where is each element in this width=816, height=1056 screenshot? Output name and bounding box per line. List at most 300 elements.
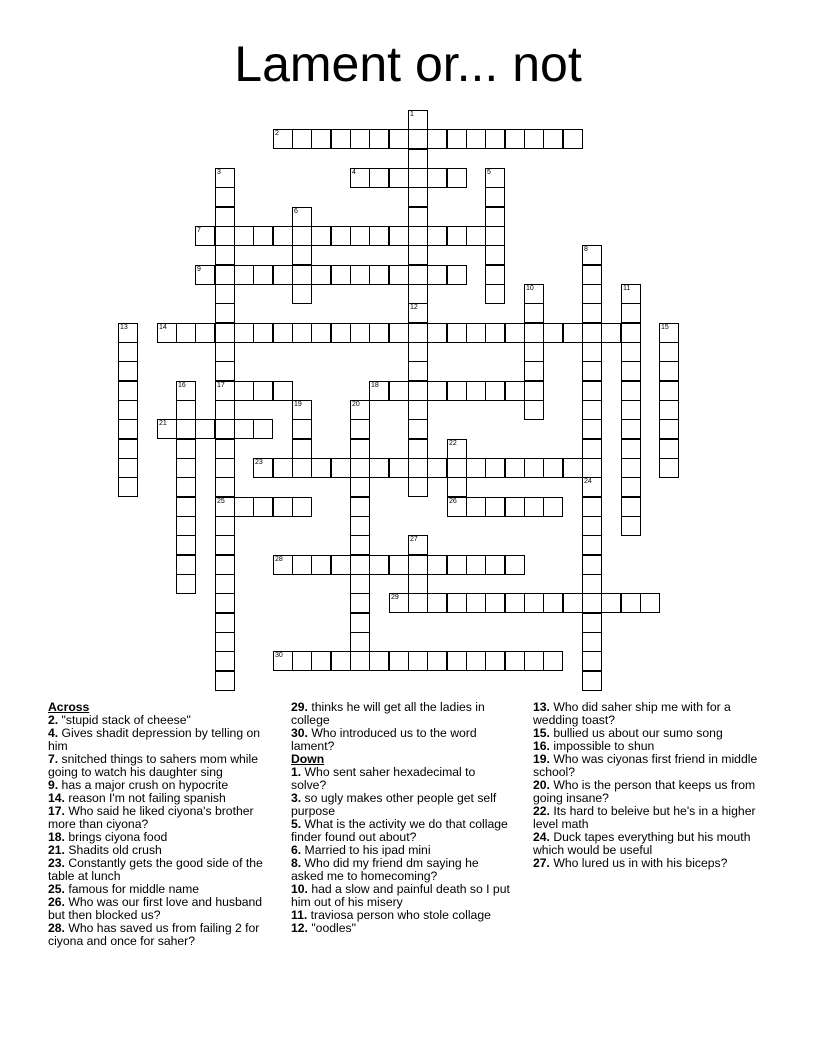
grid-cell[interactable] [582,458,602,478]
grid-cell[interactable] [582,323,602,343]
grid-cell[interactable] [176,323,196,343]
grid-cell[interactable] [350,593,370,613]
grid-cell[interactable] [215,593,235,613]
grid-cell[interactable] [408,477,428,497]
grid-cell[interactable] [311,226,331,246]
grid-cell[interactable] [253,323,273,343]
grid-cell[interactable] [215,342,235,362]
grid-cell[interactable] [215,323,235,343]
grid-cell[interactable] [447,226,467,246]
grid-cell[interactable] [543,323,563,343]
grid-cell[interactable] [485,651,505,671]
grid-cell[interactable] [234,419,254,439]
grid-cell[interactable] [253,497,273,517]
grid-cell[interactable] [447,651,467,671]
grid-cell[interactable] [582,516,602,536]
grid-cell[interactable] [447,323,467,343]
grid-cell[interactable] [466,323,486,343]
grid-cell[interactable] [543,497,563,517]
grid-cell[interactable] [176,419,196,439]
grid-cell[interactable] [659,361,679,381]
grid-cell[interactable] [524,497,544,517]
grid-cell[interactable] [582,419,602,439]
grid-cell[interactable] [215,381,235,401]
grid-cell[interactable] [408,129,428,149]
grid-cell[interactable] [292,284,312,304]
grid-cell[interactable] [505,458,525,478]
grid-cell[interactable] [582,574,602,594]
grid-cell[interactable] [215,613,235,633]
grid-cell[interactable] [582,651,602,671]
grid-cell[interactable] [621,439,641,459]
grid-cell[interactable] [563,323,583,343]
grid-cell[interactable] [582,381,602,401]
grid-cell[interactable] [369,265,389,285]
grid-cell[interactable] [311,651,331,671]
grid-cell[interactable] [311,323,331,343]
grid-cell[interactable] [215,187,235,207]
grid-cell[interactable] [621,516,641,536]
grid-cell[interactable] [485,381,505,401]
grid-cell[interactable] [582,265,602,285]
grid-cell[interactable] [447,458,467,478]
grid-cell[interactable] [466,226,486,246]
grid-cell[interactable] [621,381,641,401]
grid-cell[interactable] [369,651,389,671]
grid-cell[interactable] [485,284,505,304]
grid-cell[interactable] [466,381,486,401]
grid-cell[interactable] [157,323,177,343]
grid-cell[interactable] [447,477,467,497]
grid-cell[interactable] [659,342,679,362]
grid-cell[interactable] [524,284,544,304]
grid-cell[interactable] [427,555,447,575]
grid-cell[interactable] [505,497,525,517]
grid-cell[interactable] [408,149,428,169]
grid-cell[interactable] [408,458,428,478]
grid-cell[interactable] [659,458,679,478]
grid-cell[interactable] [389,555,409,575]
grid-cell[interactable] [234,226,254,246]
grid-cell[interactable] [659,400,679,420]
grid-cell[interactable] [408,303,428,323]
grid-cell[interactable] [369,381,389,401]
grid-cell[interactable] [505,381,525,401]
grid-cell[interactable] [253,265,273,285]
grid-cell[interactable] [485,226,505,246]
grid-cell[interactable] [215,574,235,594]
grid-cell[interactable] [621,477,641,497]
grid-cell[interactable] [292,458,312,478]
grid-cell[interactable] [485,458,505,478]
grid-cell[interactable] [524,458,544,478]
grid-cell[interactable] [389,323,409,343]
grid-cell[interactable] [621,593,641,613]
grid-cell[interactable] [292,651,312,671]
grid-cell[interactable] [350,516,370,536]
grid-cell[interactable] [466,593,486,613]
grid-cell[interactable] [543,593,563,613]
grid-cell[interactable] [350,477,370,497]
grid-cell[interactable] [215,226,235,246]
grid-cell[interactable] [369,458,389,478]
grid-cell[interactable] [659,323,679,343]
grid-cell[interactable] [369,226,389,246]
grid-cell[interactable] [485,593,505,613]
grid-cell[interactable] [234,381,254,401]
grid-cell[interactable] [215,671,235,691]
grid-cell[interactable] [292,439,312,459]
grid-cell[interactable] [621,284,641,304]
grid-cell[interactable] [582,303,602,323]
grid-cell[interactable] [621,342,641,362]
grid-cell[interactable] [659,419,679,439]
cell-number: 6 [294,208,298,215]
grid-cell[interactable] [350,265,370,285]
grid-cell[interactable] [331,651,351,671]
grid-cell[interactable] [466,651,486,671]
grid-cell[interactable] [292,207,312,227]
grid-cell[interactable] [408,226,428,246]
grid-cell[interactable] [118,342,138,362]
cell-number: 23 [255,459,263,466]
grid-cell[interactable] [292,129,312,149]
grid-cell[interactable] [408,439,428,459]
grid-cell[interactable] [118,361,138,381]
grid-cell[interactable] [621,497,641,517]
grid-cell[interactable] [350,226,370,246]
grid-cell[interactable] [176,555,196,575]
grid-cell[interactable] [582,284,602,304]
grid-cell[interactable] [350,574,370,594]
across-clue [291,727,511,753]
grid-cell[interactable] [582,245,602,265]
grid-cell[interactable] [118,439,138,459]
grid-cell[interactable] [331,129,351,149]
grid-cell[interactable] [659,381,679,401]
grid-cell[interactable] [215,516,235,536]
grid-cell[interactable] [273,129,293,149]
grid-cell[interactable] [273,226,293,246]
grid-cell[interactable] [215,632,235,652]
grid-cell[interactable] [582,613,602,633]
grid-cell[interactable] [292,245,312,265]
grid-cell[interactable] [582,671,602,691]
grid-cell[interactable] [582,535,602,555]
grid-cell[interactable] [621,323,641,343]
grid-cell[interactable] [176,400,196,420]
grid-cell[interactable] [215,651,235,671]
grid-cell[interactable] [215,458,235,478]
grid-cell[interactable] [331,265,351,285]
grid-cell[interactable] [389,265,409,285]
grid-cell[interactable] [505,651,525,671]
grid-cell[interactable] [331,458,351,478]
grid-cell[interactable] [273,651,293,671]
grid-cell[interactable] [408,651,428,671]
grid-cell[interactable] [331,555,351,575]
grid-cell[interactable] [524,651,544,671]
grid-cell[interactable] [215,284,235,304]
grid-cell[interactable] [408,168,428,188]
cell-number: 26 [449,498,457,505]
grid-cell[interactable] [447,265,467,285]
grid-cell[interactable] [408,555,428,575]
grid-cell[interactable] [485,168,505,188]
grid-cell[interactable] [389,651,409,671]
grid-cell[interactable] [389,226,409,246]
grid-cell[interactable] [215,497,235,517]
grid-cell[interactable] [582,593,602,613]
grid-cell[interactable] [176,477,196,497]
grid-cell[interactable] [485,497,505,517]
grid-cell[interactable] [350,651,370,671]
grid-cell[interactable] [505,593,525,613]
grid-cell[interactable] [234,323,254,343]
grid-cell[interactable] [389,593,409,613]
grid-cell[interactable] [311,265,331,285]
clue-number: 26. [48,895,65,909]
grid-cell[interactable] [543,458,563,478]
grid-cell[interactable] [505,129,525,149]
grid-cell[interactable] [408,593,428,613]
grid-cell[interactable] [215,555,235,575]
grid-cell[interactable] [408,245,428,265]
grid-cell[interactable] [408,207,428,227]
grid-cell[interactable] [582,632,602,652]
grid-cell[interactable] [485,555,505,575]
grid-cell[interactable] [292,497,312,517]
grid-cell[interactable] [118,381,138,401]
grid-cell[interactable] [350,439,370,459]
grid-cell[interactable] [350,419,370,439]
grid-cell[interactable] [447,555,467,575]
grid-cell[interactable] [524,361,544,381]
grid-cell[interactable] [621,361,641,381]
grid-cell[interactable] [505,323,525,343]
grid-cell[interactable] [215,419,235,439]
grid-cell[interactable] [582,497,602,517]
grid-cell[interactable] [524,593,544,613]
grid-cell[interactable] [466,129,486,149]
grid-cell[interactable] [485,207,505,227]
grid-cell[interactable] [485,245,505,265]
clue-text: Who sent saher hexadecimal to solve? [291,765,476,792]
grid-cell[interactable] [118,400,138,420]
grid-cell[interactable] [427,593,447,613]
grid-cell[interactable] [389,168,409,188]
grid-cell[interactable] [427,323,447,343]
grid-cell[interactable] [195,226,215,246]
grid-cell[interactable] [447,381,467,401]
grid-cell[interactable] [331,226,351,246]
grid-cell[interactable] [427,129,447,149]
grid-cell[interactable] [427,458,447,478]
grid-cell[interactable] [215,207,235,227]
grid-cell[interactable] [292,400,312,420]
grid-cell[interactable] [350,323,370,343]
grid-cell[interactable] [350,168,370,188]
grid-cell[interactable] [215,535,235,555]
grid-cell[interactable] [582,342,602,362]
grid-cell[interactable] [505,555,525,575]
grid-cell[interactable] [118,323,138,343]
grid-cell[interactable] [350,613,370,633]
grid-cell[interactable] [543,129,563,149]
grid-cell[interactable] [466,555,486,575]
grid-cell[interactable] [408,284,428,304]
grid-cell[interactable] [601,593,621,613]
grid-cell[interactable] [582,555,602,575]
grid-cell[interactable] [582,439,602,459]
grid-cell[interactable] [524,323,544,343]
grid-cell[interactable] [408,187,428,207]
grid-cell[interactable] [176,458,196,478]
grid-cell[interactable] [389,381,409,401]
grid-cell[interactable] [447,439,467,459]
grid-cell[interactable] [118,477,138,497]
grid-cell[interactable] [273,381,293,401]
grid-cell[interactable] [292,419,312,439]
grid-cell[interactable] [447,129,467,149]
grid-cell[interactable] [176,497,196,517]
grid-cell[interactable] [350,632,370,652]
grid-cell[interactable] [369,555,389,575]
grid-cell[interactable] [234,265,254,285]
grid-cell[interactable] [273,497,293,517]
grid-cell[interactable] [215,303,235,323]
clue-text: Constantly gets the good side of the table at lunch [48,856,263,883]
grid-cell[interactable] [659,439,679,459]
grid-cell[interactable] [350,400,370,420]
grid-cell[interactable] [524,342,544,362]
grid-cell[interactable] [118,419,138,439]
grid-cell[interactable] [253,381,273,401]
grid-cell[interactable] [350,497,370,517]
grid-cell[interactable] [563,458,583,478]
grid-cell[interactable] [408,400,428,420]
grid-cell[interactable] [292,265,312,285]
grid-cell[interactable] [215,400,235,420]
grid-cell[interactable] [350,129,370,149]
grid-cell[interactable] [253,226,273,246]
grid-cell[interactable] [195,265,215,285]
grid-cell[interactable] [485,265,505,285]
grid-cell[interactable] [427,168,447,188]
grid-cell[interactable] [621,400,641,420]
grid-cell[interactable] [408,381,428,401]
grid-cell[interactable] [485,323,505,343]
grid-cell[interactable] [350,535,370,555]
grid-cell[interactable] [253,458,273,478]
grid-cell[interactable] [621,458,641,478]
grid-cell[interactable] [447,593,467,613]
grid-cell[interactable] [408,535,428,555]
grid-cell[interactable] [524,129,544,149]
grid-cell[interactable] [447,168,467,188]
grid-cell[interactable] [524,381,544,401]
grid-cell[interactable] [427,651,447,671]
grid-cell[interactable] [408,265,428,285]
grid-cell[interactable] [563,129,583,149]
down-clue-list-continued [533,701,758,870]
grid-cell[interactable] [369,129,389,149]
grid-cell[interactable] [350,555,370,575]
grid-cell[interactable] [273,265,293,285]
grid-cell[interactable] [195,419,215,439]
grid-cell[interactable] [563,593,583,613]
grid-cell[interactable] [176,574,196,594]
grid-cell[interactable] [215,168,235,188]
grid-cell[interactable] [524,400,544,420]
grid-cell[interactable] [408,342,428,362]
grid-cell[interactable] [350,458,370,478]
grid-cell[interactable] [543,651,563,671]
grid-cell[interactable] [389,458,409,478]
grid-cell[interactable] [292,323,312,343]
grid-cell[interactable] [369,168,389,188]
grid-cell[interactable] [215,477,235,497]
grid-cell[interactable] [311,129,331,149]
grid-cell[interactable] [311,555,331,575]
grid-cell[interactable] [273,458,293,478]
grid-cell[interactable] [427,226,447,246]
grid-cell[interactable] [311,458,331,478]
grid-cell[interactable] [369,323,389,343]
grid-cell[interactable] [273,555,293,575]
grid-cell[interactable] [466,497,486,517]
grid-cell[interactable] [427,381,447,401]
grid-cell[interactable] [292,555,312,575]
grid-cell[interactable] [253,419,273,439]
grid-cell[interactable] [524,303,544,323]
grid-cell[interactable] [118,458,138,478]
grid-cell[interactable] [640,593,660,613]
grid-cell[interactable] [621,303,641,323]
grid-cell[interactable] [582,361,602,381]
grid-cell[interactable] [582,400,602,420]
grid-cell[interactable] [408,574,428,594]
grid-cell[interactable] [427,265,447,285]
grid-cell[interactable] [292,226,312,246]
grid-cell[interactable] [408,323,428,343]
grid-cell[interactable] [157,419,177,439]
grid-cell[interactable] [273,323,293,343]
grid-cell[interactable] [447,497,467,517]
grid-cell[interactable] [331,323,351,343]
grid-cell[interactable] [621,419,641,439]
grid-cell[interactable] [408,419,428,439]
grid-cell[interactable] [215,245,235,265]
grid-cell[interactable] [176,516,196,536]
grid-cell[interactable] [176,535,196,555]
grid-cell[interactable] [215,361,235,381]
grid-cell[interactable] [215,439,235,459]
grid-cell[interactable] [582,477,602,497]
grid-cell[interactable] [176,381,196,401]
grid-cell[interactable] [485,187,505,207]
grid-cell[interactable] [408,110,428,130]
grid-cell[interactable] [176,439,196,459]
grid-cell[interactable] [389,129,409,149]
grid-cell[interactable] [601,323,621,343]
grid-cell[interactable] [195,323,215,343]
grid-cell[interactable] [485,129,505,149]
grid-cell[interactable] [215,265,235,285]
grid-cell[interactable] [408,361,428,381]
grid-cell[interactable] [466,458,486,478]
grid-cell[interactable] [234,497,254,517]
